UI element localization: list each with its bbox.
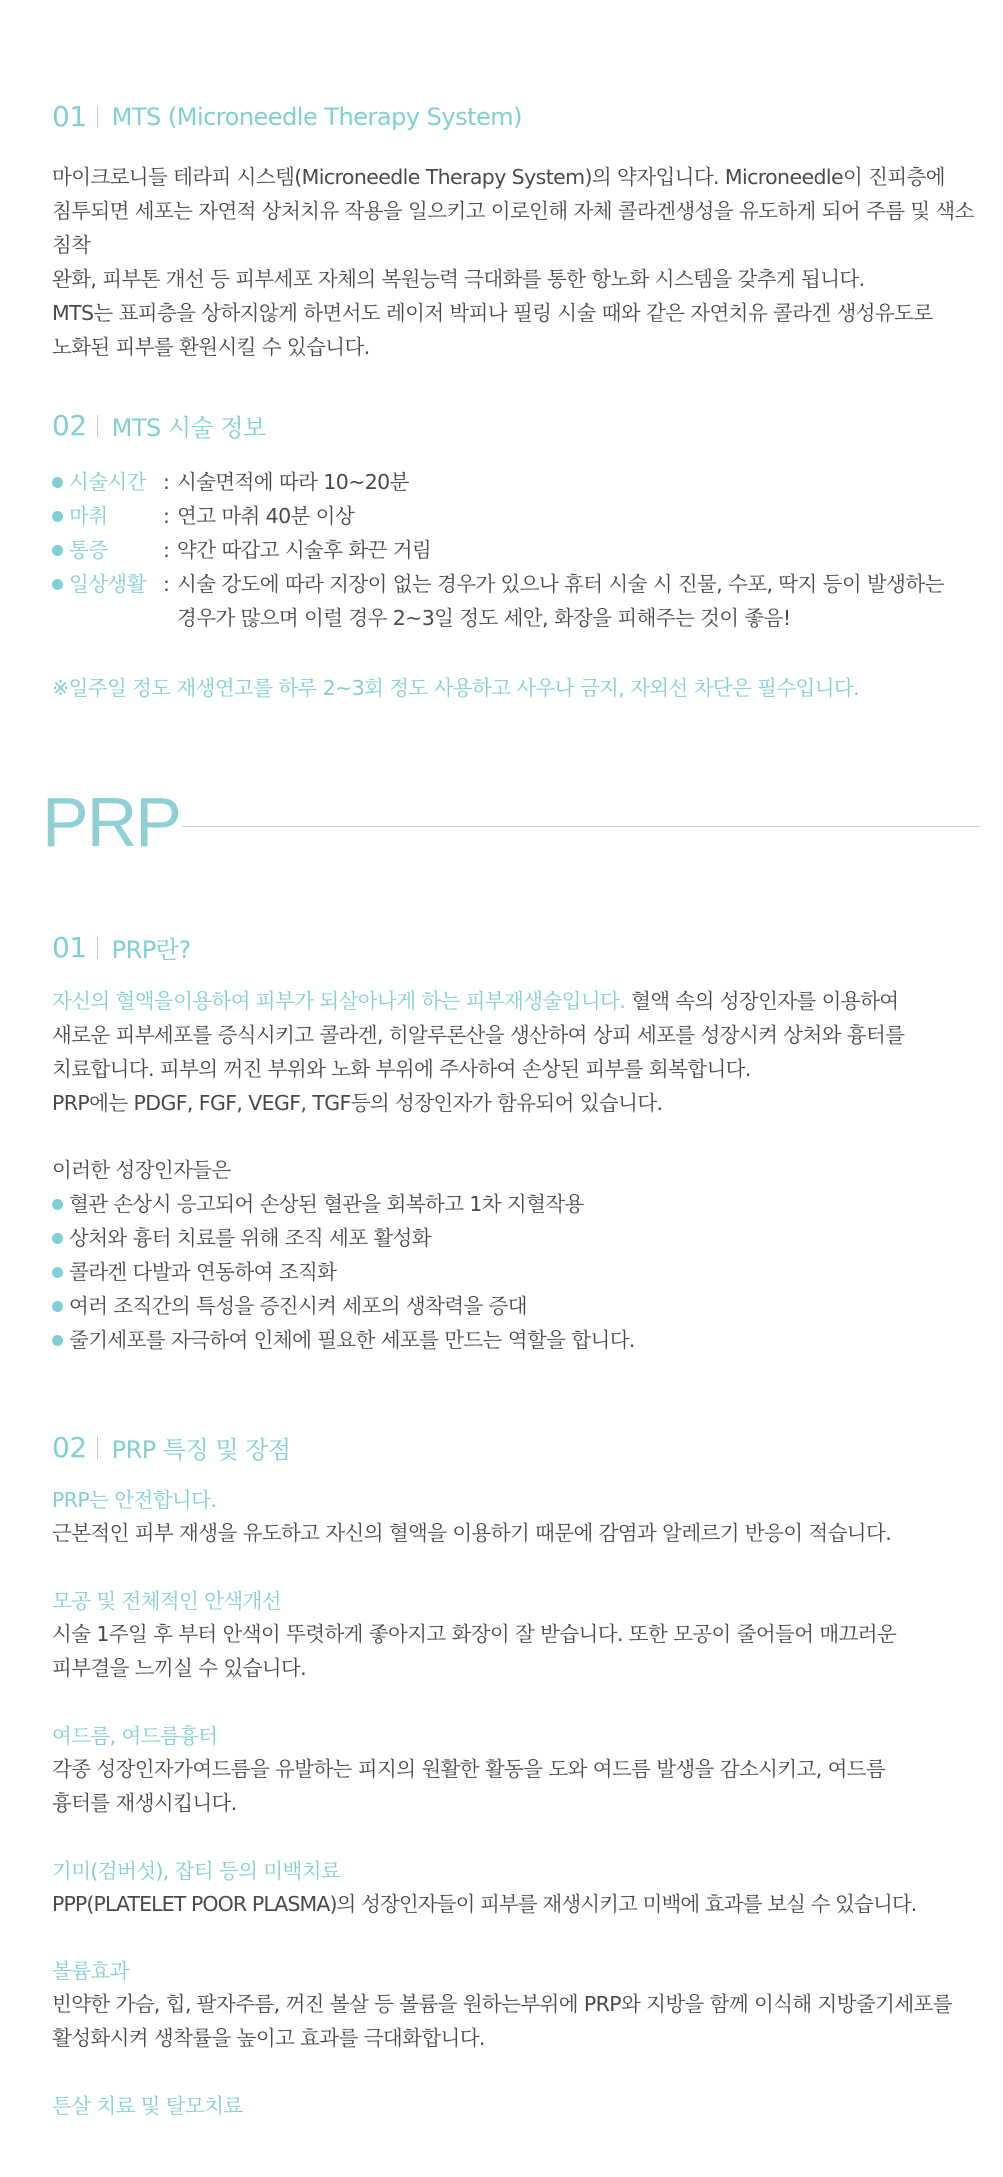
feature-title: 모공 및 전체적인 안색개선 [52,1589,281,1613]
section-number: 02 [52,1431,87,1464]
mts-info-heading [52,408,266,443]
info-value [177,567,982,635]
feature-desc: 시술 1주일 후 부터 안색이 뚜렷하게 좋아지고 화장이 잘 받습니다. 또한 모공이 줄어들어 매끄러운 [52,1622,897,1646]
heading-divider [97,937,98,959]
paragraph-line: 치료합니다. 피부의 꺼진 부위와 노화 부위에 주사하여 손상된 피부를 회복합니다. [52,1057,751,1081]
feature-volume [52,1955,992,2055]
bullet-dot [52,1233,63,1244]
info-colon: : [163,504,170,528]
feature-title: 볼륨효과 [52,1959,129,1983]
feature-safety [52,1484,992,1550]
info-row-pain [52,533,982,567]
feature-title: PRP는 안전합니다. [52,1488,217,1512]
heading-divider [97,106,98,128]
feature-pores [52,1585,992,1685]
bullet-dot [52,579,63,590]
section-title: MTS (Microneedle Therapy System) [111,102,523,131]
feature-acne [52,1720,992,1820]
info-label: 마취 [69,504,108,528]
prp-title: PRP [42,783,180,861]
info-row-anesthesia [52,499,982,533]
section-number: 02 [52,409,87,442]
info-label: 일상생활 [69,572,146,596]
bullet-dot [52,477,63,488]
feature-desc: 활성화시켜 생착률을 높이고 효과를 극대화합니다. [52,2026,485,2050]
list-item [52,1187,982,1221]
feature-stretch-marks [52,2090,992,2122]
info-value: 연고 마취 40분 이상 [177,504,355,528]
mts-info-list [52,465,982,635]
paragraph-line: 노화된 피부를 환원시킬 수 있습니다. [52,335,370,359]
bullet-dot [52,1199,63,1210]
bullet-dot [52,1301,63,1312]
mts-intro-heading [52,100,522,133]
feature-desc: 빈약한 가슴, 힙, 팔자주름, 꺼진 볼살 등 볼륨을 원하는부위에 PRP와 지방을 함께 이식해 지방줄기세포를 [52,1992,952,2016]
paragraph-line: PRP에는 PDGF, FGF, VEGF, TGF등의 성장인자가 함유되어 있습니다. [52,1091,663,1115]
heading-divider [97,415,98,437]
info-value-line: 시술 강도에 따라 지장이 없는 경우가 있으나 휴터 시술 시 진물, 수포, 딱지 등이 발생하는 [177,572,944,596]
list-item-text: 상처와 흉터 치료를 위해 조직 세포 활성화 [69,1226,431,1250]
feature-desc: 각종 성장인자가여드름을 유발하는 피지의 원활한 활동을 도와 여드름 발생을 감소시키고, 여드름 [52,1757,886,1781]
info-colon: : [163,572,170,596]
section-title: MTS 시술 정보 [111,414,266,442]
info-colon: : [163,470,170,494]
prp-features-heading [52,1430,291,1465]
info-value: 시술면적에 따라 10~20분 [177,470,409,494]
bullet-dot [52,511,63,522]
feature-desc: 흉터를 재생시킵니다. [52,1791,237,1815]
prp-intro-text [52,984,982,1120]
feature-desc: 피부결을 느끼실 수 있습니다. [52,1656,307,1680]
feature-desc: PPP(PLATELET POOR PLASMA)의 성장인자들이 피부를 재생시키고 미백에 효과를 보실 수 있습니다. [52,1892,917,1916]
list-item-text: 혈관 손상시 응고되어 손상된 혈관을 회복하고 1차 지혈작용 [69,1192,584,1216]
list-item [52,1323,982,1357]
paragraph-line: 새로운 피부세포를 증식시키고 콜라겐, 히알루론산을 생산하여 상피 세포를 성장시켜 상처와 흉터를 [52,1023,905,1047]
highlight-text: 자신의 혈액을이용하여 피부가 되살아나게 하는 피부재생술입니다. [52,989,626,1013]
list-intro: 이러한 성장인자들은 [52,1158,231,1182]
section-number: 01 [52,100,87,133]
feature-title: 튼살 치료 및 탈모치료 [52,2094,243,2118]
prp-intro-heading [52,930,191,965]
section-number: 01 [52,931,87,964]
mts-intro-text [52,160,982,364]
info-row-daily-life [52,567,982,635]
list-item [52,1255,982,1289]
list-item [52,1221,982,1255]
bullet-dot [52,545,63,556]
paragraph-line: 완화, 피부톤 개선 등 피부세포 자체의 복원능력 극대화를 통한 항노화 시스템을 갖추게 됩니다. [52,267,865,291]
bullet-dot [52,1335,63,1346]
feature-title: 기미(검버섯), 잡티 등의 미백치료 [52,1859,341,1883]
info-value: 약간 따갑고 시술후 화끈 거림 [177,538,432,562]
feature-whitening [52,1855,992,1921]
info-label: 시술시간 [69,470,146,494]
section-title: PRP란? [111,936,191,964]
list-item-text: 줄기세포를 자극하여 인체에 필요한 세포를 만드는 역할을 합니다. [69,1328,635,1352]
section-title: PRP 특징 및 장점 [111,1436,291,1464]
growth-factor-list [52,1153,982,1357]
list-item [52,1289,982,1323]
list-item-text: 콜라겐 다발과 연동하여 조직화 [69,1260,337,1284]
info-row-time [52,465,982,499]
title-rule [182,826,980,827]
heading-divider [97,1437,98,1459]
info-label: 통증 [69,538,108,562]
paragraph-line [52,984,982,1018]
feature-title: 여드름, 여드름흉터 [52,1724,218,1748]
feature-desc: 근본적인 피부 재생을 유도하고 자신의 혈액을 이용하기 때문에 감염과 알레르기 반응이 적습니다. [52,1521,892,1545]
info-value-line: 경우가 많으며 이럴 경우 2~3일 정도 세안, 화장을 피해주는 것이 좋음! [177,606,791,630]
bullet-dot [52,1267,63,1278]
paragraph-line: 마이크로니들 테라피 시스템(Microneedle Therapy System)의 약자입니다. Microneedle이 진피층에 [52,165,945,189]
aftercare-note: ※일주일 정도 재생연고를 하루 2~3회 정도 사용하고 사우나 금지, 자외선 차단은 필수입니다. [52,676,860,700]
list-item-text: 여러 조직간의 특성을 증진시켜 세포의 생착력을 증대 [69,1294,527,1318]
paragraph-text: 혈액 속의 성장인자를 이용하여 [625,989,899,1013]
info-colon: : [163,538,170,562]
paragraph-line: MTS는 표피층을 상하지않게 하면서도 레이저 박피나 필링 시술 때와 같은 자연치유 콜라겐 생성유도로 [52,301,933,325]
paragraph-line: 침투되면 세포는 자연적 상처치유 작용을 일으키고 이로인해 자체 콜라겐생성을 유도하게 되어 주름 및 색소침착 [52,199,974,257]
